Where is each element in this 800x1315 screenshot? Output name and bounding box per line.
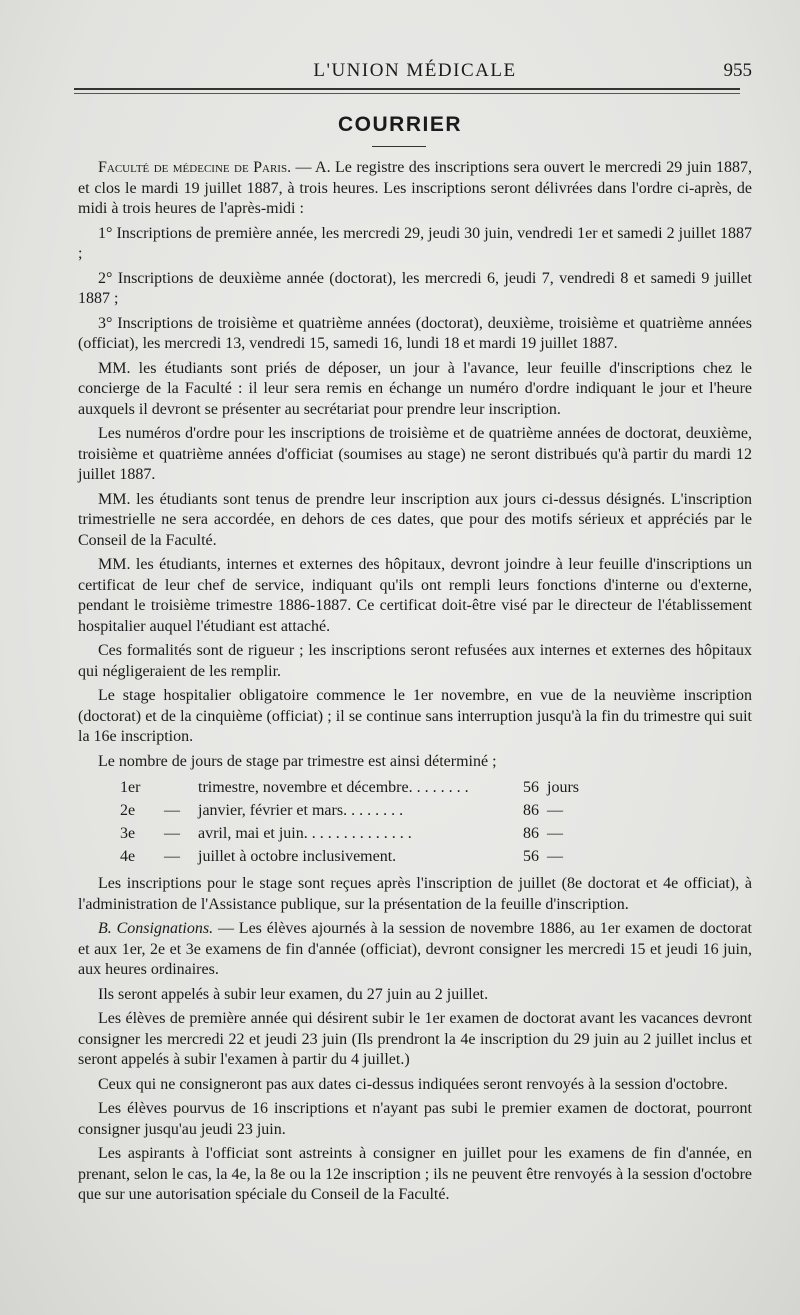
paragraph: Les aspirants à l'officiat sont astreints à consigner en juillet pour les examens de fin d'année, en prenant, selon le cas, la 4e, la 8e ou la 12e inscription ; ils ne peuvent être renvoyés à la session d'octobre que sur une autorisation spéciale du Conseil de la Faculté. [78, 1145, 752, 1203]
paragraph: Ces formalités sont de rigueur ; les inscriptions seront refusées aux internes et externes des hôpitaux qui négligeraient de les remplir. [78, 642, 752, 680]
paragraph: 1° Inscriptions de première année, les mercredi 29, jeudi 30 juin, vendredi 1er et samedi 2 juillet 1887 ; [78, 224, 752, 262]
quarter-label: trimestre, novembre et décembre. . . . . . . . [198, 779, 469, 796]
quarter-number: 3e [120, 825, 136, 842]
day-unit: — [547, 825, 563, 842]
paragraph-lead: Faculté de médecine de Paris. [98, 159, 292, 176]
paragraph: MM. les étudiants sont priés de déposer, un jour à l'avance, leur feuille d'inscriptions chez le concierge de la Faculté : il leur sera remis en échange un numéro d'ordre indiquant le jour et l'heure auxquels il devront se présenter au secrétariat pour prendre leur inscription. [78, 359, 752, 418]
article-body [78, 158, 752, 1210]
day-count: 56 [523, 779, 539, 796]
paragraph: 3° Inscriptions de troisième et quatrième années (doctorat), deuxième, troisième et quatrième années (officiat), les mercredi 13, vendredi 15, samedi 16, lundi 18 et mardi 19 juillet 1887. [78, 314, 752, 352]
paragraph-text: — Les élèves ajournés à la session de novembre 1886, au 1er examen de doctorat et aux 1er, 2e et 3e examens de fin d'année (officiat), devront consigner les mercredi 15 et jeudi 16 juin, aux heures ordinaires. [78, 920, 752, 978]
quarter-label: juillet à octobre inclusivement. [198, 848, 397, 865]
paragraph: Ils seront appelés à subir leur examen, du 27 juin au 2 juillet. [98, 985, 489, 1003]
page-number: 955 [723, 60, 752, 81]
title-rule [372, 146, 426, 147]
table-row [118, 799, 609, 822]
paragraph: Le nombre de jours de stage par trimestre est ainsi déterminé ; [98, 752, 497, 770]
quarter-number: 4e [120, 848, 136, 865]
paragraph: Les numéros d'ordre pour les inscriptions de troisième et de quatrième années de doctorat, deuxième, troisième et quatrième années d'officiat (soumises au stage) ne seront distribués qu'à partir du mardi 12 juillet 1887. [78, 425, 752, 483]
paragraph-lead: B. Consignations. [98, 920, 214, 937]
paragraph: Le stage hospitalier obligatoire commence le 1er novembre, en vue de la neuvième inscription (doctorat) et de la cinquième (officiat) ; il se continue sans interruption jusqu'à la fin du trimestre qui suit la 16e inscription. [78, 687, 752, 745]
day-count: 56 [523, 848, 539, 865]
ditto-mark [148, 776, 196, 799]
day-count: 86 [523, 825, 539, 842]
section-title: COURRIER [337, 113, 462, 136]
ditto-mark: — [164, 848, 180, 865]
header-rule-thin [74, 93, 740, 94]
day-unit: — [547, 848, 563, 865]
table-row [118, 776, 609, 799]
paragraph: Les inscriptions pour le stage sont reçues après l'inscription de juillet (8e doctorat et 4e officiat), à l'administration de l'Assistance publique, sur la présentation de la feuille d'inscription. [78, 875, 752, 913]
paragraph: 2° Inscriptions de deuxième année (doctorat), les mercredi 6, jeudi 7, vendredi 8 et samedi 9 juillet 1887 ; [78, 269, 752, 307]
stage-days-table [118, 776, 609, 868]
paragraph: Ceux qui ne consigneront pas aux dates ci-dessus indiquées seront renvoyés à la session d'octobre. [98, 1075, 728, 1093]
paragraph: MM. les étudiants sont tenus de prendre leur inscription aux jours ci-dessus désignés. L'inscription trimestrielle ne sera accordée, en dehors de ces dates, que pour des motifs sérieux et appréciés par le Conseil de la Faculté. [78, 490, 752, 549]
paragraph-faculty-notice [78, 158, 752, 220]
paragraph: Les élèves de première année qui désirent subir le 1er examen de doctorat avant les vacances devront consigner les mercredi 22 et jeudi 23 juin (Ils prendront la 4e inscription du 29 juin au 2 juillet inclus et seront appelés à subir l'examen à partir du 4 juillet.) [78, 1010, 752, 1068]
running-head [78, 58, 752, 84]
table-row [118, 845, 609, 868]
paragraph: MM. les étudiants, internes et externes des hôpitaux, devront joindre à leur feuille d'inscriptions un certificat de leur chef de service, indiquant qu'ils ont rempli leurs fonctions d'interne ou d'externe, pendant le troisième trimestre 1886-1887. Ce certificat doit-être visé par le directeur de l'établissement hospitalier auquel l'étudiant est attaché. [78, 556, 752, 635]
quarter-number: 1er [120, 779, 141, 796]
paragraph-text: — A. Le registre des inscriptions sera ouvert le mercredi 29 juin 1887, et clos le mardi 19 juillet 1887, à trois heures. Les inscriptions seront délivrées dans l'ordre ci-après, de midi à trois heures de l'après-midi : [78, 159, 752, 217]
quarter-number: 2e [120, 802, 136, 819]
paragraph: Les élèves pourvus de 16 inscriptions et n'ayant pas subi le premier examen de doctorat, pourront consigner jusqu'au jeudi 23 juin. [78, 1100, 752, 1138]
paragraph-consignations [78, 919, 752, 981]
journal-title: L'UNION MÉDICALE [313, 60, 517, 81]
quarter-label: janvier, février et mars. . . . . . . . [198, 802, 404, 819]
table-row [118, 822, 609, 845]
header-rule [74, 88, 740, 90]
ditto-mark: — [164, 825, 180, 842]
quarter-label: avril, mai et juin. . . . . . . . . . . . . . [198, 825, 412, 842]
day-count: 86 [523, 802, 539, 819]
ditto-mark: — [164, 802, 180, 819]
day-unit: — [547, 802, 563, 819]
day-unit: jours [547, 779, 579, 796]
